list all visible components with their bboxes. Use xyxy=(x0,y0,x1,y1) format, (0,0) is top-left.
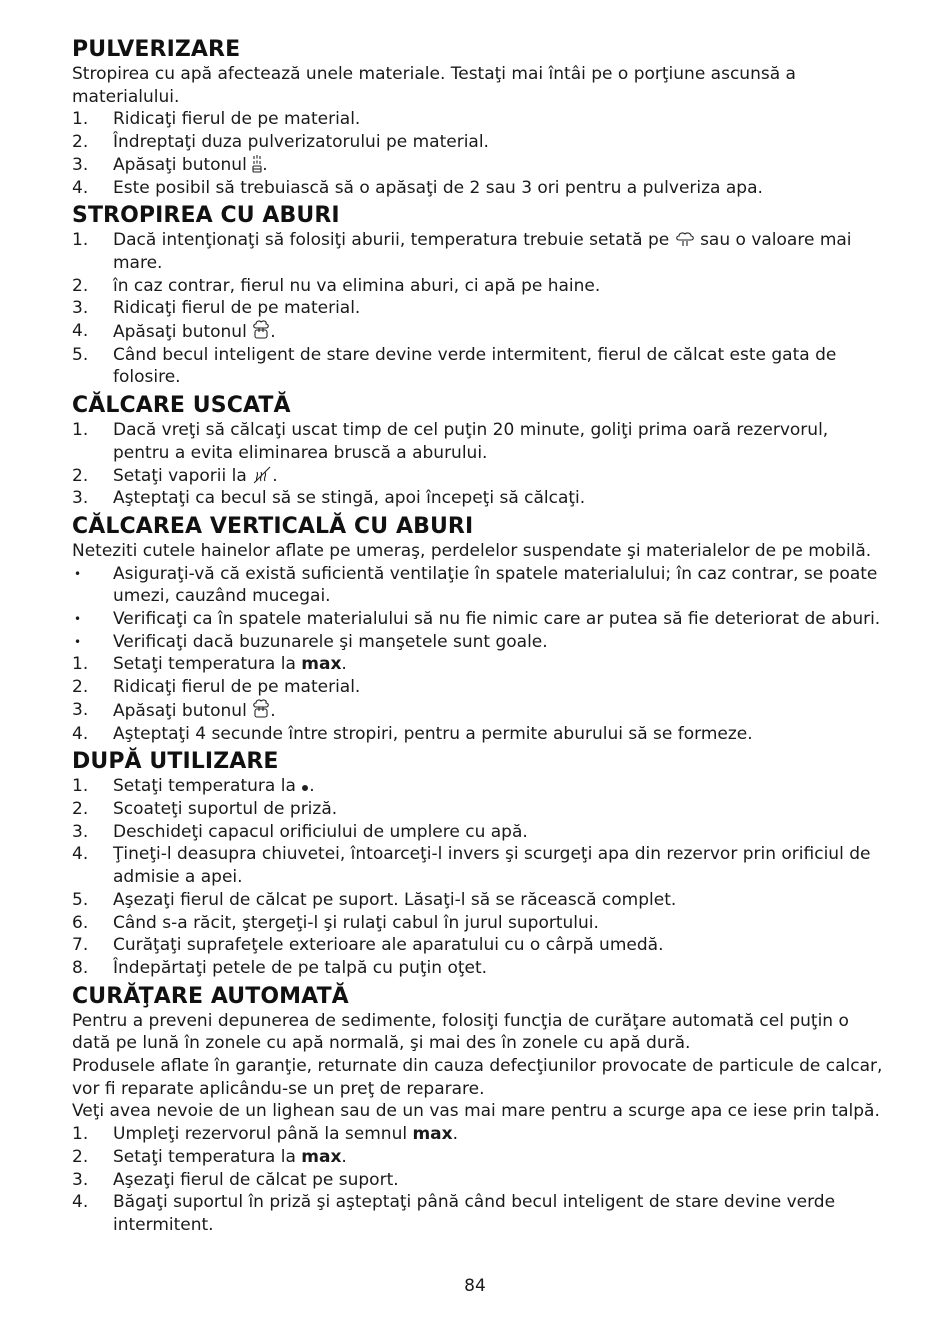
list-item xyxy=(72,889,887,912)
item-number: 3. xyxy=(72,821,89,842)
item-text-end: . xyxy=(341,1146,347,1167)
list-item xyxy=(72,934,887,957)
item-text: Umpleţi rezervorul până la semnul xyxy=(113,1124,413,1145)
item-text-end: . xyxy=(452,1124,459,1145)
list-item xyxy=(72,1123,887,1146)
steam-temperature-icon xyxy=(675,230,695,248)
list-item xyxy=(72,912,887,935)
item-text: Când becul inteligent de stare devine verde intermitent, fierul de călcat este gata de folosire. xyxy=(113,344,837,388)
item-number: 2. xyxy=(72,798,89,819)
item-number: 4. xyxy=(72,321,89,342)
item-number: 7. xyxy=(72,935,89,956)
section-intro: Stropirea cu apă afectează unele materiale. Testaţi mai întâi pe o porţiune ascunsă a materialului. xyxy=(72,64,796,107)
item-text-end: . xyxy=(270,700,276,721)
list-item xyxy=(72,320,887,344)
item-text-end: . xyxy=(309,776,315,797)
bullet-item xyxy=(72,563,887,608)
paragraph: Pentru a preveni depunerea de sedimente, folosiţi funcţia de curăţare automată cel puţin o dată pe lună în zonele cu apă normală, şi mai des în zonele cu apă dură. xyxy=(72,1010,849,1054)
item-text: Setaţi temperatura la xyxy=(113,654,302,675)
item-number: 6. xyxy=(72,912,89,933)
list-item xyxy=(72,108,887,131)
page-number: 84 xyxy=(464,1276,486,1296)
section-title: CĂLCARE USCATĂ xyxy=(72,393,291,419)
item-text: Deschideţi capacul orificiului de umplere cu apă. xyxy=(113,821,528,842)
list-item xyxy=(72,177,887,200)
no-steam-icon xyxy=(252,466,272,484)
item-number: 2. xyxy=(72,465,89,486)
item-number: 4. xyxy=(72,844,89,865)
item-text: Asiguraţi-vă că există suficientă ventilaţie în spatele materialului; în caz contrar, se poate umezi, cauzând mucegai. xyxy=(113,563,878,607)
item-number: 1. xyxy=(72,776,89,797)
item-number: 5. xyxy=(72,344,89,365)
item-text: Verificaţi dacă buzunarele şi manşetele sunt goale. xyxy=(113,631,548,652)
item-number: 2. xyxy=(72,1146,89,1167)
item-number: 1. xyxy=(72,230,89,251)
item-number: 2. xyxy=(72,132,89,153)
item-text-end: . xyxy=(262,154,268,175)
item-text: Scoateţi suportul de priză. xyxy=(113,798,338,819)
list-item xyxy=(72,775,887,798)
item-number: 1. xyxy=(72,420,89,441)
item-bold: max xyxy=(301,654,342,675)
section-title: CURĂŢARE AUTOMATĂ xyxy=(72,983,349,1009)
item-text-end: . xyxy=(270,322,276,343)
item-bold: max xyxy=(412,1124,453,1145)
list-item xyxy=(72,297,887,320)
list-item xyxy=(72,131,887,154)
list-item xyxy=(72,676,887,699)
item-text: Apăsaţi butonul xyxy=(113,700,247,721)
item-number: 1. xyxy=(72,654,89,675)
item-text: Ridicaţi fierul de pe material. xyxy=(113,109,361,130)
section-spray xyxy=(72,36,887,199)
list-item xyxy=(72,275,887,298)
section-title: PULVERIZARE xyxy=(72,37,241,62)
list-item xyxy=(72,723,887,746)
item-text: Setaţi temperatura la xyxy=(113,776,302,797)
item-text: Ridicaţi fierul de pe material. xyxy=(113,298,361,319)
spray-button-icon xyxy=(252,155,262,173)
list-item xyxy=(72,957,887,980)
section-dry-ironing xyxy=(72,392,887,510)
item-number: 4. xyxy=(72,723,89,744)
item-number: 3. xyxy=(72,298,89,319)
list-item xyxy=(72,1191,887,1236)
item-number: 4. xyxy=(72,177,89,198)
list-item xyxy=(72,154,887,177)
bullet: • xyxy=(74,612,82,627)
list-item xyxy=(72,1146,887,1169)
item-text: Aşteptaţi ca becul să se stingă, apoi începeţi să călcaţi. xyxy=(113,488,586,509)
paragraph: Produsele aflate în garanţie, returnate din cauza defecţiunilor provocate de particule de calcar, vor fi reparate aplicându-se un preţ de reparare. xyxy=(72,1056,883,1099)
list-item xyxy=(72,843,887,888)
paragraph: Veţi avea nevoie de un lighean sau de un vas mai mare pentru a scurge apa ce iese prin talpă. xyxy=(72,1101,880,1122)
section-intro: Neteziti cutele hainelor aflate pe umeraş, perdelelor suspendate şi materialelor de pe mobilă. xyxy=(72,540,872,561)
list-item xyxy=(72,699,887,723)
item-number: 2. xyxy=(72,677,89,698)
item-text: Ţineţi-l deasupra chiuvetei, întoarceţi-l invers şi scurgeţi apa din rezervor prin orificiul de admisie a apei. xyxy=(113,844,871,888)
section-self-clean xyxy=(72,983,887,1237)
item-number: 4. xyxy=(72,1192,89,1213)
list-item xyxy=(72,344,887,389)
item-number: 3. xyxy=(72,488,89,509)
bullet: • xyxy=(74,566,82,581)
item-bold: max xyxy=(301,1146,342,1167)
item-text: Aşezaţi fierul de călcat pe suport. xyxy=(113,1169,399,1190)
item-text: Curăţaţi suprafeţele exterioare ale aparatului cu o cârpă umedă. xyxy=(113,935,664,956)
item-number: 3. xyxy=(72,154,89,175)
item-text: Aşteptaţi 4 secunde între stropiri, pentru a permite aburului să se formeze. xyxy=(113,723,753,744)
list-item xyxy=(72,465,887,488)
list-item xyxy=(72,1169,887,1192)
section-title: DUPĂ UTILIZARE xyxy=(72,749,279,775)
item-text-end: . xyxy=(341,654,347,675)
manual-page xyxy=(72,36,887,1240)
bullet-item xyxy=(72,631,887,654)
list-item xyxy=(72,798,887,821)
bullet-item xyxy=(72,608,887,631)
list-item xyxy=(72,653,887,676)
item-text: în caz contrar, fierul nu va elimina aburi, ci apă pe haine. xyxy=(113,275,601,296)
section-steam-burst xyxy=(72,202,887,389)
list-item xyxy=(72,229,887,274)
item-number: 3. xyxy=(72,1169,89,1190)
item-text: Îndepărtaţi petele de pe talpă cu puţin oţet. xyxy=(113,957,488,978)
item-number: 2. xyxy=(72,275,89,296)
item-text: Setaţi temperatura la xyxy=(113,1146,302,1167)
item-text: Ridicaţi fierul de pe material. xyxy=(113,677,361,698)
list-item xyxy=(72,487,887,510)
section-after-use xyxy=(72,748,887,979)
item-number: 1. xyxy=(72,1124,89,1145)
list-item xyxy=(72,821,887,844)
item-text: Când s-a răcit, ştergeţi-l şi rulaţi cabul în jurul suportului. xyxy=(113,912,599,933)
section-title: STROPIREA CU ABURI xyxy=(72,203,340,229)
steam-button-icon xyxy=(252,320,270,340)
bullet: • xyxy=(74,634,82,649)
item-text-end: . xyxy=(272,465,278,486)
item-text: Apăsaţi butonul xyxy=(113,322,247,343)
item-text: Apăsaţi butonul xyxy=(113,154,247,175)
item-text: Setaţi vaporii la xyxy=(113,465,247,486)
item-number: 1. xyxy=(72,109,89,130)
item-number: 5. xyxy=(72,889,89,910)
item-text: Verificaţi ca în spatele materialului să nu fie nimic care ar putea să fie deteriorat de aburi. xyxy=(113,609,881,630)
item-text: Este posibil să trebuiască să o apăsaţi de 2 sau 3 ori pentru a pulveriza apa. xyxy=(113,177,763,198)
list-item xyxy=(72,419,887,464)
item-text: Dacă intenţionaţi să folosiţi aburii, temperatura trebuie setată pe xyxy=(113,230,670,251)
item-text: Băgaţi suportul în priză şi aşteptaţi până când becul inteligent de stare devine verde intermitent. xyxy=(113,1192,836,1235)
item-text-end: sau o valoare mai mare. xyxy=(113,230,852,273)
section-title: CĂLCAREA VERTICALĂ CU ABURI xyxy=(72,513,474,539)
item-text: Dacă vreţi să călcaţi uscat timp de cel puţin 20 minute, goliţi prima oară rezervorul, pentru a evita eliminarea bruscă a aburului. xyxy=(113,420,829,463)
section-vertical-steam xyxy=(72,513,887,745)
item-text: Aşezaţi fierul de călcat pe suport. Lăsaţi-l să se răcească complet. xyxy=(113,889,677,910)
item-number: 3. xyxy=(72,699,89,720)
item-text: Îndreptaţi duza pulverizatorului pe material. xyxy=(113,132,489,153)
steam-button-icon xyxy=(252,699,270,719)
item-number: 8. xyxy=(72,957,89,978)
